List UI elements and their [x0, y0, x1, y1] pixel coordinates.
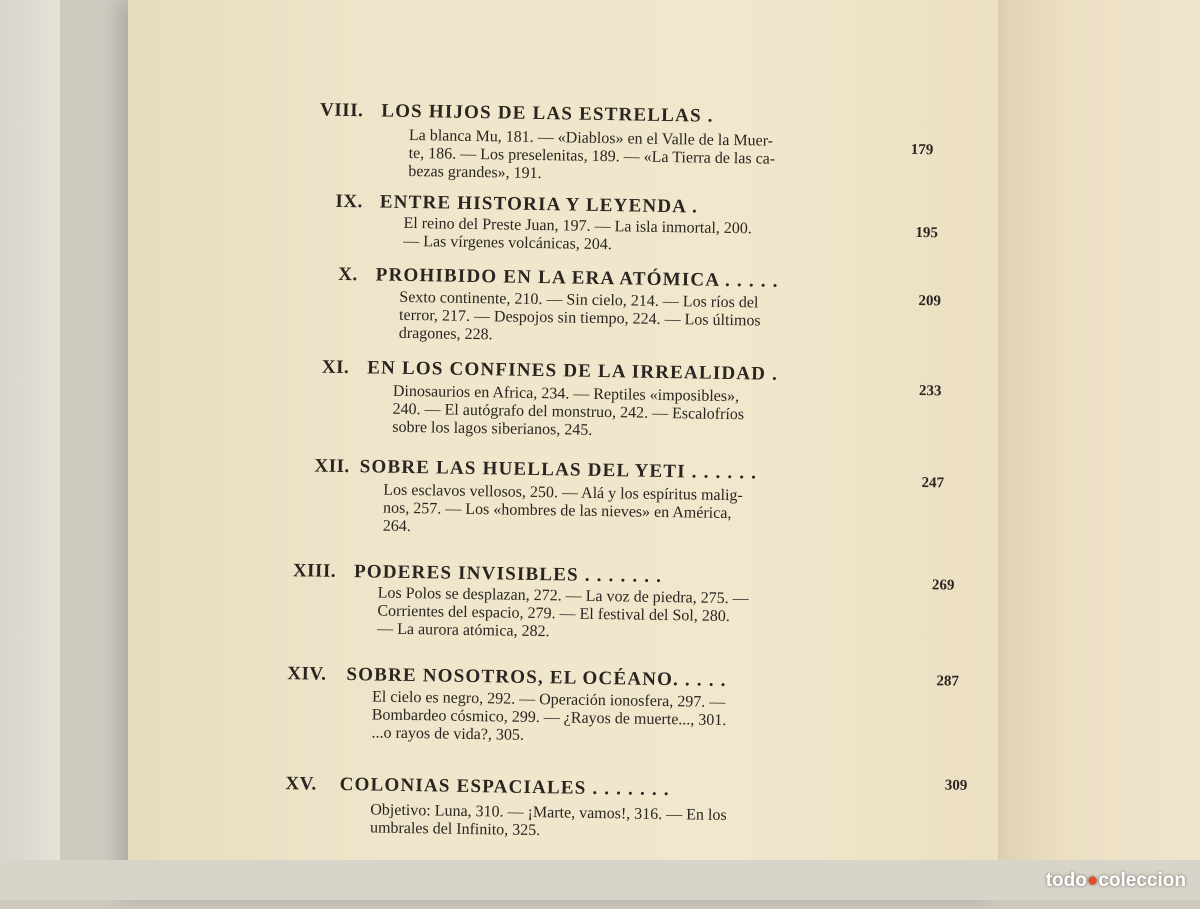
description-line: — Las vírgenes volcánicas, 204.	[403, 232, 612, 254]
chapter-description	[408, 127, 775, 187]
chapter-page-number: 309	[944, 777, 968, 794]
chapter-description	[392, 383, 744, 443]
chapter-description	[383, 482, 743, 542]
chapter-description	[403, 215, 752, 256]
chapter-title: PROHIBIDO EN LA ERA ATÓMICA . . . . .	[375, 264, 779, 292]
chapter-numeral: XIII.	[292, 560, 337, 582]
watermark-logo	[1046, 870, 1186, 892]
description-line: te, 186. — Los preselenitas, 189. — «La Tierra de las ca-	[408, 144, 776, 168]
description-line: 240. — El autógrafo del monstruo, 242. — Escalofríos	[392, 400, 745, 424]
chapter-description	[370, 801, 727, 843]
description-line: Los esclavos vellosos, 250. — Alá y los espíritus malig-	[383, 481, 743, 505]
chapter-page-number: 233	[918, 383, 942, 400]
description-line: Objetivo: Luna, 310. — ¡Marte, vamos!, 316. — En los	[370, 801, 727, 825]
chapter-title: EN LOS CONFINES DE LA IRREALIDAD .	[367, 357, 779, 385]
chapter-title: SOBRE NOSOTROS, EL OCÉANO. . . . .	[346, 664, 727, 692]
description-line: sobre los lagos siberianos, 245.	[392, 418, 593, 439]
chapter-title: PODERES INVISIBLES . . . . . . .	[353, 561, 663, 587]
description-line: dragones, 228.	[398, 324, 493, 344]
description-line: El cielo es negro, 292. — Operación ionosfera, 297. —	[371, 688, 726, 711]
chapter-numeral: XIV.	[287, 663, 327, 685]
chapter-description	[377, 585, 749, 645]
chapter-title: LOS HIJOS DE LAS ESTRELLAS .	[381, 100, 714, 127]
chapter-numeral: VIII.	[319, 99, 364, 122]
description-line: umbrales del Infinito, 325.	[369, 819, 541, 840]
description-line: bezas grandes», 191.	[408, 162, 542, 183]
chapter-description	[371, 688, 726, 748]
description-line: Los Polos se desplazan, 272. — La voz de piedra, 275. —	[377, 584, 749, 608]
chapter-page-number: 287	[936, 673, 960, 690]
chapter-numeral: XV.	[285, 773, 317, 795]
chapter-description	[399, 289, 761, 349]
description-line: Corrientes del espacio, 279. — El festival del Sol, 280.	[377, 602, 730, 626]
chapter-page-number: 247	[921, 475, 945, 492]
chapter-numeral: XI.	[321, 356, 350, 379]
watermark-dot: ●	[1086, 870, 1099, 891]
chapter-numeral: IX.	[335, 190, 364, 213]
chapter-page-number: 195	[915, 224, 939, 242]
chapter-numeral: X.	[338, 263, 358, 286]
chapter-title: SOBRE LAS HUELLAS DEL YETI . . . . . .	[359, 456, 758, 484]
description-line: Bombardeo cósmico, 299. — ¿Rayos de muerte..., 301.	[371, 706, 727, 730]
description-line: — La aurora atómica, 282.	[377, 620, 550, 641]
description-line: nos, 257. — Los «hombres de las nieves» en América,	[382, 499, 732, 523]
description-line: Sexto continente, 210. — Sin cielo, 214. — Los ríos del	[399, 288, 759, 312]
description-line: La blanca Mu, 181. — «Diablos» en el Valle de la Muer-	[408, 126, 774, 150]
description-line: El reino del Preste Juan, 197. — La isla inmortal, 200.	[403, 214, 753, 238]
watermark-part-2: coleccion	[1098, 870, 1186, 891]
chapter-numeral: XII.	[314, 455, 350, 478]
chapter-title: ENTRE HISTORIA Y LEYENDA .	[379, 191, 699, 218]
chapter-page-number: 269	[931, 577, 955, 594]
watermark-part-1: todo	[1045, 870, 1087, 891]
chapter-title: COLONIAS ESPACIALES . . . . . . .	[339, 773, 670, 801]
chapter-page-number: 179	[910, 141, 934, 159]
description-line: 264.	[382, 517, 411, 536]
chapter-page-number: 209	[918, 292, 942, 310]
description-line: ...o rayos de vida?, 305.	[371, 724, 525, 744]
description-line: Dinosaurios en Africa, 234. — Reptiles «imposibles»,	[392, 382, 740, 406]
description-line: terror, 217. — Despojos sin tiempo, 224. — Los últimos	[398, 306, 761, 330]
